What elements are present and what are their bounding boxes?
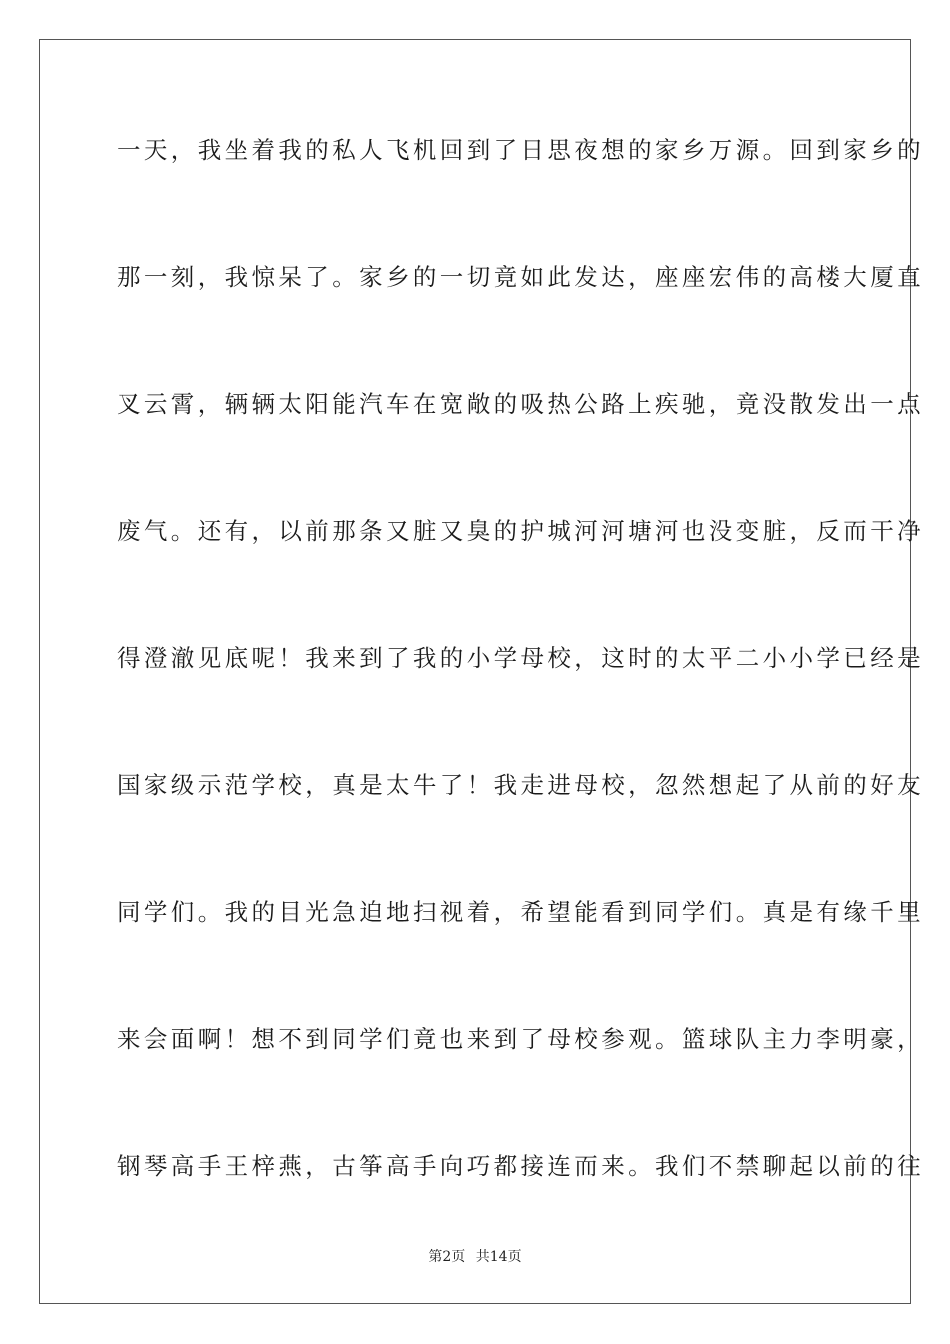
text-line: 一天，我坐着我的私人飞机回到了日思夜想的家乡万源。回到家乡的 [117,136,924,164]
text-line: 来会面啊！想不到同学们竟也来到了母校参观。篮球队主力李明豪， [117,1025,924,1053]
page-number: 第2页 [428,1249,466,1265]
text-line: 同学们。我的目光急迫地扫视着，希望能看到同学们。真是有缘千里 [117,898,924,926]
text-line: 国家级示范学校，真是太牛了！我走进母校，忽然想起了从前的好友 [117,771,924,799]
text-line: 钢琴高手王梓燕，古筝高手向巧都接连而来。我们不禁聊起以前的往 [117,1152,924,1180]
page-total: 共14页 [475,1249,522,1265]
page-footer [0,1246,950,1266]
text-line: 叉云霄，辆辆太阳能汽车在宽敞的吸热公路上疾驰，竟没散发出一点 [117,390,924,418]
text-line: 那一刻，我惊呆了。家乡的一切竟如此发达，座座宏伟的高楼大厦直 [117,263,924,291]
text-line: 得澄澈见底呢！我来到了我的小学母校，这时的太平二小小学已经是 [117,644,924,672]
text-line: 废气。还有，以前那条又脏又臭的护城河河塘河也没变脏，反而干净 [117,517,924,545]
document-body [117,120,924,1263]
